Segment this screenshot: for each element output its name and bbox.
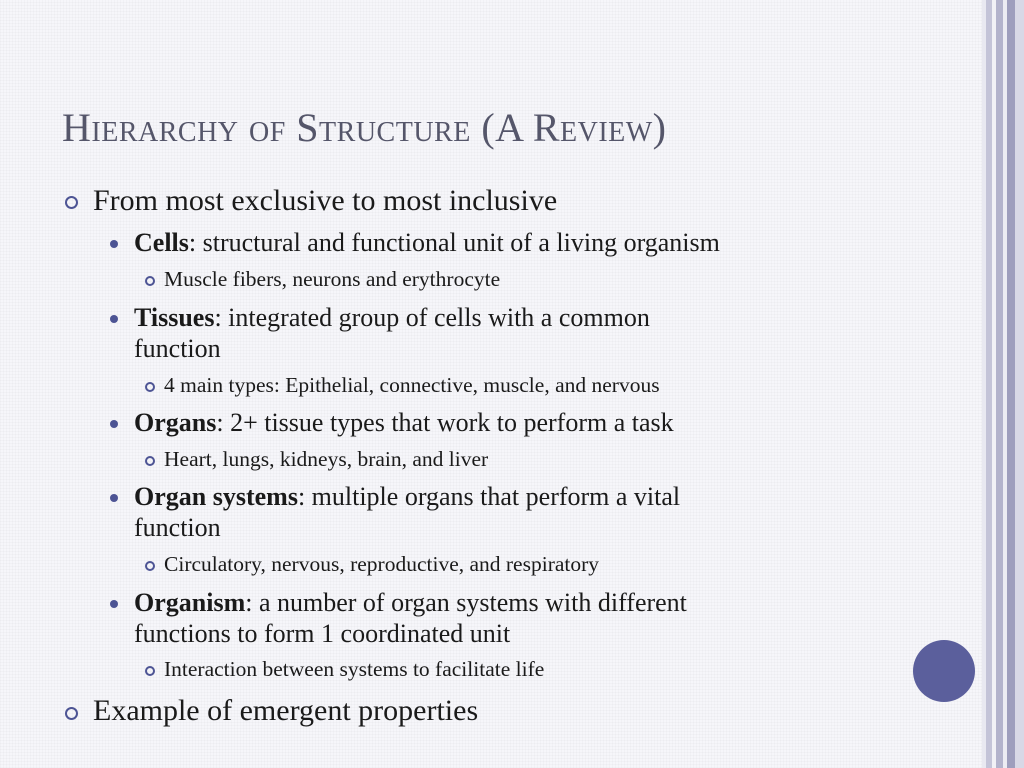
bullet-level1: From most exclusive to most inclusive — [93, 184, 558, 217]
example-organ-systems: Circulatory, nervous, reproductive, and respiratory — [164, 552, 600, 576]
ring-bullet-icon — [65, 707, 78, 720]
bullet-organs — [134, 408, 674, 438]
example-organism: Interaction between systems to facilitate life — [164, 657, 545, 681]
bullet-level1-emergent: Example of emergent properties — [93, 694, 479, 727]
right-edge-stripe — [1007, 0, 1015, 768]
term-organism: Organism — [134, 588, 246, 617]
term-organs: Organs — [134, 408, 217, 437]
dot-bullet-icon — [110, 315, 118, 323]
dot-bullet-icon — [110, 600, 118, 608]
desc-organs: : 2+ tissue types that work to perform a task — [216, 408, 674, 437]
term-organ-systems: Organ systems — [134, 482, 298, 511]
bullet-tissues — [134, 303, 650, 333]
slide-title: Hierarchy of Structure (A Review) — [62, 105, 667, 150]
bullet-tissues-cont: function — [134, 334, 221, 363]
example-tissues: 4 main types: Epithelial, connective, muscle, and nervous — [164, 373, 660, 397]
bullet-organ-systems-cont: function — [134, 513, 221, 542]
decorative-circle — [913, 640, 975, 702]
small-ring-bullet-icon — [145, 382, 155, 392]
ring-bullet-icon — [65, 196, 78, 209]
dot-bullet-icon — [110, 494, 118, 502]
small-ring-bullet-icon — [145, 561, 155, 571]
bullet-organism-cont: functions to form 1 coordinated unit — [134, 619, 511, 648]
small-ring-bullet-icon — [145, 666, 155, 676]
desc-tissues: : integrated group of cells with a common — [214, 303, 650, 332]
bullet-organism — [134, 588, 687, 618]
dot-bullet-icon — [110, 240, 118, 248]
desc-cells: : structural and functional unit of a living organism — [188, 228, 720, 257]
small-ring-bullet-icon — [145, 276, 155, 286]
small-ring-bullet-icon — [145, 456, 155, 466]
desc-organism: : a number of organ systems with different — [245, 588, 687, 617]
dot-bullet-icon — [110, 420, 118, 428]
right-edge-stripe — [996, 0, 1003, 768]
example-cells: Muscle fibers, neurons and erythrocyte — [164, 267, 501, 291]
right-edge-stripe — [1015, 0, 1024, 768]
bullet-cells — [134, 228, 720, 258]
example-organs: Heart, lungs, kidneys, brain, and liver — [164, 447, 489, 471]
term-tissues: Tissues — [134, 303, 215, 332]
bullet-organ-systems — [134, 482, 680, 512]
desc-organ-systems: : multiple organs that perform a vital — [297, 482, 681, 511]
term-cells: Cells — [134, 228, 189, 257]
